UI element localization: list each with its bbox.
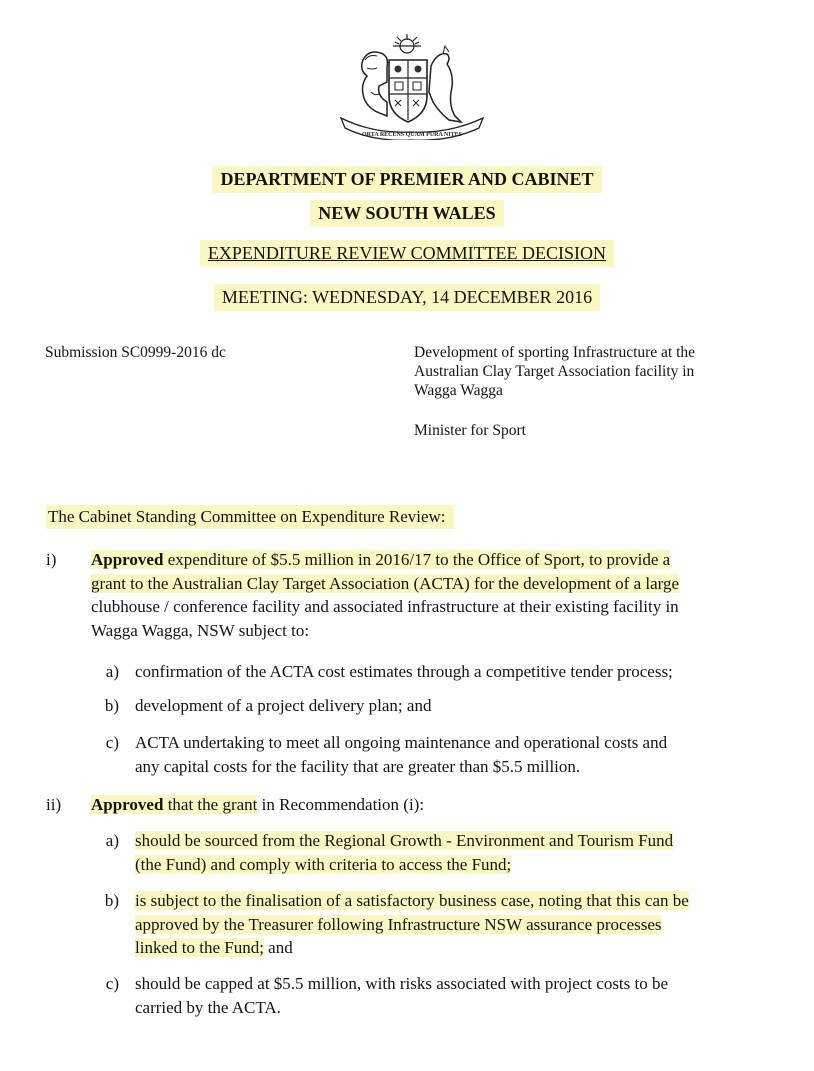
sub-item-text: [135, 731, 667, 778]
approved-label: Approved: [91, 795, 164, 814]
submission-title-line: Australian Clay Target Association facility in: [414, 363, 695, 380]
sub-item-marker: b): [104, 891, 119, 910]
decision-ii-marker: ii): [46, 795, 62, 814]
submission-title-line: Wagga Wagga: [414, 382, 503, 399]
decision-ii-highlight: that the grant: [163, 795, 258, 814]
crest-motto-text: ORTA RECENS QUAM PURA NITES: [361, 132, 463, 138]
submission-number: Submission SC0999-2016 dc: [45, 344, 226, 361]
sub-item-line: approved by the Treasurer following Infrastructure NSW assurance processes: [135, 914, 662, 934]
sub-item-line: carried by the ACTA.: [135, 997, 281, 1017]
committee-decision-title: EXPENDITURE REVIEW COMMITTEE DECISION: [200, 240, 614, 267]
sub-item-marker: c): [105, 974, 119, 993]
sub-item-marker: b): [104, 696, 119, 715]
sub-item-line: linked to the Fund;: [135, 938, 264, 957]
decision-ii-text: in Recommendation (i):: [257, 795, 425, 814]
committee-intro-text: The Cabinet Standing Committee on Expenditure Review:: [46, 505, 454, 529]
state-title: NEW SOUTH WALES: [310, 200, 503, 227]
sub-item-text: [135, 829, 673, 876]
decision-i-line: [91, 572, 781, 596]
minister: Minister for Sport: [414, 422, 526, 439]
department-title: DEPARTMENT OF PREMIER AND CABINET: [212, 166, 601, 193]
sub-item-text: confirmation of the ACTA cost estimates through a competitive tender process;: [135, 662, 673, 681]
decision-i-text: grant to the Australian Clay Target Association (ACTA) for the development of a large: [91, 573, 680, 593]
sub-item-text: development of a project delivery plan; and: [135, 696, 432, 715]
decision-i-line: Wagga Wagga, NSW subject to:: [91, 620, 310, 640]
committee-intro: [46, 505, 454, 529]
decision-i-line: [91, 548, 781, 572]
sub-item-line: is subject to the finalisation of a satisfactory business case, noting that this can be: [135, 891, 689, 910]
meeting-date: MEETING: WEDNESDAY, 14 DECEMBER 2016: [214, 284, 600, 311]
department-heading: [0, 168, 814, 190]
decision-i-line: clubhouse / conference facility and associated infrastructure at their existing facility in: [91, 597, 679, 616]
sub-item-text: [135, 889, 689, 960]
state-heading: [0, 202, 814, 224]
sub-item-marker: a): [105, 831, 119, 850]
sub-item-tail: and: [263, 938, 293, 957]
submission-title-line: Development of sporting Infrastructure at the: [414, 344, 696, 361]
decision-i: [91, 548, 781, 642]
nsw-coat-of-arms-logo: [333, 32, 491, 140]
sub-item-line: ACTA undertaking to meet all ongoing maintenance and operational costs and: [135, 733, 668, 752]
sub-item-marker: c): [105, 733, 119, 752]
decision-ii: [91, 793, 424, 817]
approved-label: Approved: [91, 550, 164, 569]
sub-item-marker: a): [105, 662, 119, 681]
sub-item-line: should be sourced from the Regional Growth - Environment and Tourism Fund: [135, 831, 674, 850]
sub-item-line: (the Fund) and comply with criteria to access the Fund;: [135, 854, 512, 874]
sub-item-text: [135, 972, 668, 1019]
meeting-heading: [0, 286, 814, 308]
committee-decision-heading: [0, 242, 814, 264]
sub-item-line: should be capped at $5.5 million, with risks associated with project costs to be: [135, 974, 669, 993]
sub-item-line: any capital costs for the facility that are greater than $5.5 million.: [135, 756, 581, 776]
decision-i-marker: i): [46, 550, 57, 569]
submission-title: [414, 343, 695, 400]
decision-i-text: expenditure of $5.5 million in 2016/17 to the Office of Sport, to provide a: [163, 550, 671, 569]
